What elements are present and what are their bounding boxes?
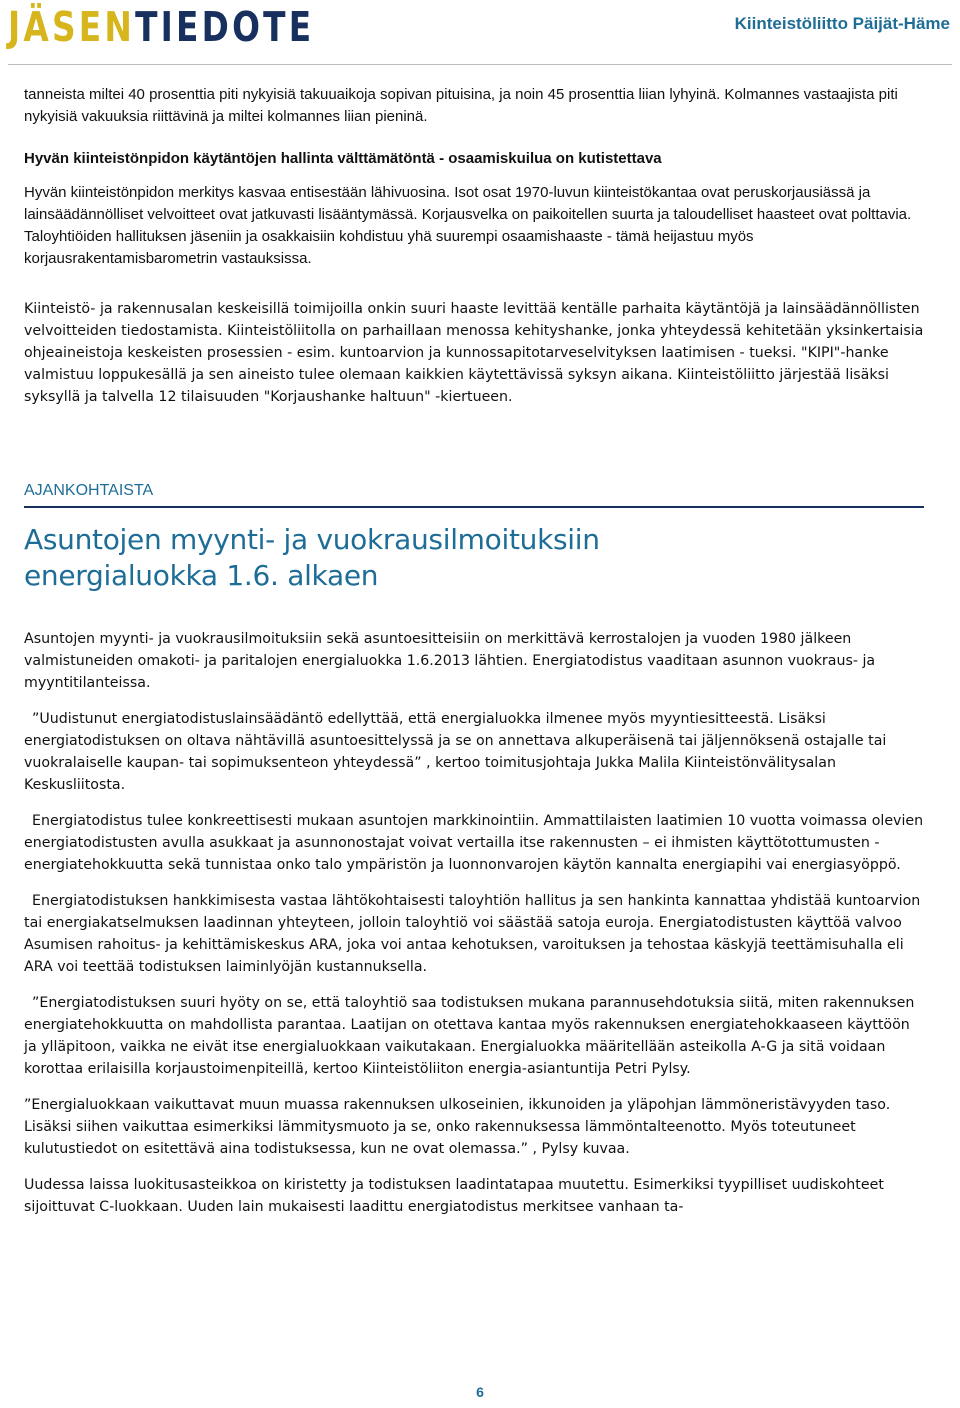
paragraph-industry-challenge: Kiinteistö- ja rakennusalan keskeisillä toimijoilla onkin suuri haaste levittää kentälle parhaita käytäntöjä ja lainsäädännöllisten velvoitteiden tiedostamista. Kiinteistöliitolla on parhaillaan menossa kehityshanke, jonka yhteydessä kehitetään yksinkertaisia ohjeaineistoja keskeisten prosessien - esim. kuntoarvion ja kunnossapitotarveselvityksen laatimisen - tueksi. "KIPI"-hanke valmistuu loppukesällä ja sen aineisto tulee olemaan kaikkien käytettävissä syksyn aikana. Kiinteistöliitto järjestää lisäksi syksyllä ja talvella 12 tilaisuuden "Korjaushanke haltuun" -kiertueen. [24, 301, 924, 405]
article-paragraph-6: ”Energialuokkaan vaikuttavat muun muassa rakennuksen ulkoseinien, ikkunoiden ja yläpohjan lämmöneristävyyden taso. Lisäksi siihen vaikuttaa esimerkiksi lämmitysmuoto ja se, onko rakennuksessa lämmöntalteenotto. Myös toteutuneet kulutustiedot on esitettävä aina todistuksessa, kun ne ovat olemassa.” , Pylsy kuvaa. [24, 1097, 891, 1157]
page-header [0, 0, 960, 62]
subheading-property-maintenance: Hyvän kiinteistönpidon käytäntöjen hallinta välttämätöntä - osaamiskuilua on kutistettava [24, 150, 662, 167]
header-divider [8, 64, 952, 65]
article-paragraph-2: ”Uudistunut energiatodistuslainsäädäntö edellyttää, että energialuokka ilmenee myös myyntiesitteestä. Lisäksi energiatodistuksen on oltava nähtävillä asuntoesittelyssä ja se on annettava alkuperäisenä tai jäljennöksenä ostajalle tai vuokralaiselle kaupan- tai sopimuksenteon yhteydessä” , kertoo toimitusjohtaja Jukka Malila Kiinteistönvälitysalan Keskusliitosta. [24, 711, 887, 793]
article-paragraph-5: ”Energiatodistuksen suuri hyöty on se, että taloyhtiö saa todistuksen mukana parannusehdotuksia siitä, miten rakennuksen energiatehokkuutta on mahdollista parantaa. Laatijan on otettava kantaa myös rakennuksen energiatehokkaaseen käyttöön ja ylläpitoon, vaikka ne eivät itse energialuokkaan vaikutakaan. Energialuokka määritellään asteikolla A-G ja sitä voidaan korottaa erilaisilla korjaustoimenpiteillä, kertoo Kiinteistöliiton energia-asiantuntija Petri Pylsy. [24, 995, 915, 1077]
article-paragraph-7: Uudessa laissa luokitusasteikkoa on kiristetty ja todistuksen laadintatapaa muutettu. Esimerkiksi tyypilliset uudiskohteet sijoittuvat C-luokkaan. Uuden lain mukaisesti laadittu energiatodistus merkitsee vanhaan ta- [24, 1177, 884, 1215]
logo-part-jasen: JÄSEN [8, 3, 136, 51]
organization-name: Kiinteistöliitto Päijät-Häme [734, 14, 950, 33]
page-content [24, 84, 924, 1218]
article-title-line-1: Asuntojen myynti- ja vuokrausilmoituksiin [24, 523, 600, 556]
article-title [24, 522, 924, 594]
article-title-line-2: energialuokka 1.6. alkaen [24, 559, 379, 592]
article-paragraph-3: Energiatodistus tulee konkreettisesti mukaan asuntojen markkinointiin. Ammattilaisten laatimien 10 vuotta voimassa olevien energiatodistusten avulla asukkaat ja asunnonostajat voivat vertailla itse rakennusten – ei ihmisten käyttötottumusten - energiatehokkuutta sekä tunnistaa onko talo ympäristön ja luonnonvarojen käytön kannalta energiapihi vai energiasyöppö. [24, 813, 924, 873]
paragraph-maintenance-importance: Hyvän kiinteistönpidon merkitys kasvaa entisestään lähivuosina. Isot osat 1970-luvun kiinteistökantaa ovat peruskorjausiässä ja lainsäädännölliset velvoitteet ovat jatkuvasti lisääntymässä. Korjausvelka on paikoitellen suurta ja taloudelliset haasteet ovat polttavia. Taloyhtiöiden hallituksen jäseniin ja osakkaisiin kohdistuu yhä suurempi osaamishaaste - tämä heijastuu myös korjausrakentamisbarometrin vastauksissa. [24, 184, 912, 267]
logo-part-tiedote: TIEDOTE [135, 3, 315, 51]
newsletter-logo [8, 2, 314, 52]
page-number: 6 [476, 1384, 484, 1400]
section-label-ajankohtaista: AJANKOHTAISTA [24, 480, 924, 508]
article-paragraph-1: Asuntojen myynti- ja vuokrausilmoituksiin sekä asuntoesitteisiin on merkittävä kerrostalojen ja vuoden 1980 jälkeen valmistuneiden omakoti- ja paritalojen energialuokka 1.6.2013 lähtien. Energiatodistus vaaditaan asunnon vuokraus- ja myyntitilanteissa. [24, 631, 876, 691]
article-paragraph-4: Energiatodistuksen hankkimisesta vastaa lähtökohtaisesti taloyhtiön hallitus ja sen hankinta kannattaa yhdistää kuntoarvion tai energiakatselmuksen laadinnan yhteyteen, jolloin taloyhtiö voi säästää satoja euroja. Energiatodistusten käyttöä valvoo Asumisen rahoitus- ja kehittämiskeskus ARA, joka voi antaa kehotuksen, varoituksen ja tehostaa käskyjä teettämisuhalla eli ARA voi teettää todistuksen laiminlyöjän kustannuksella. [24, 893, 921, 975]
paragraph-survey-results: tanneista miltei 40 prosenttia piti nykyisiä takuuaikoja sopivan pituisina, ja noin 45 prosenttia liian lyhyinä. Kolmannes vastaajista piti nykyisiä vakuuksia riittävinä ja miltei kolmannes liian pieninä. [24, 86, 898, 125]
